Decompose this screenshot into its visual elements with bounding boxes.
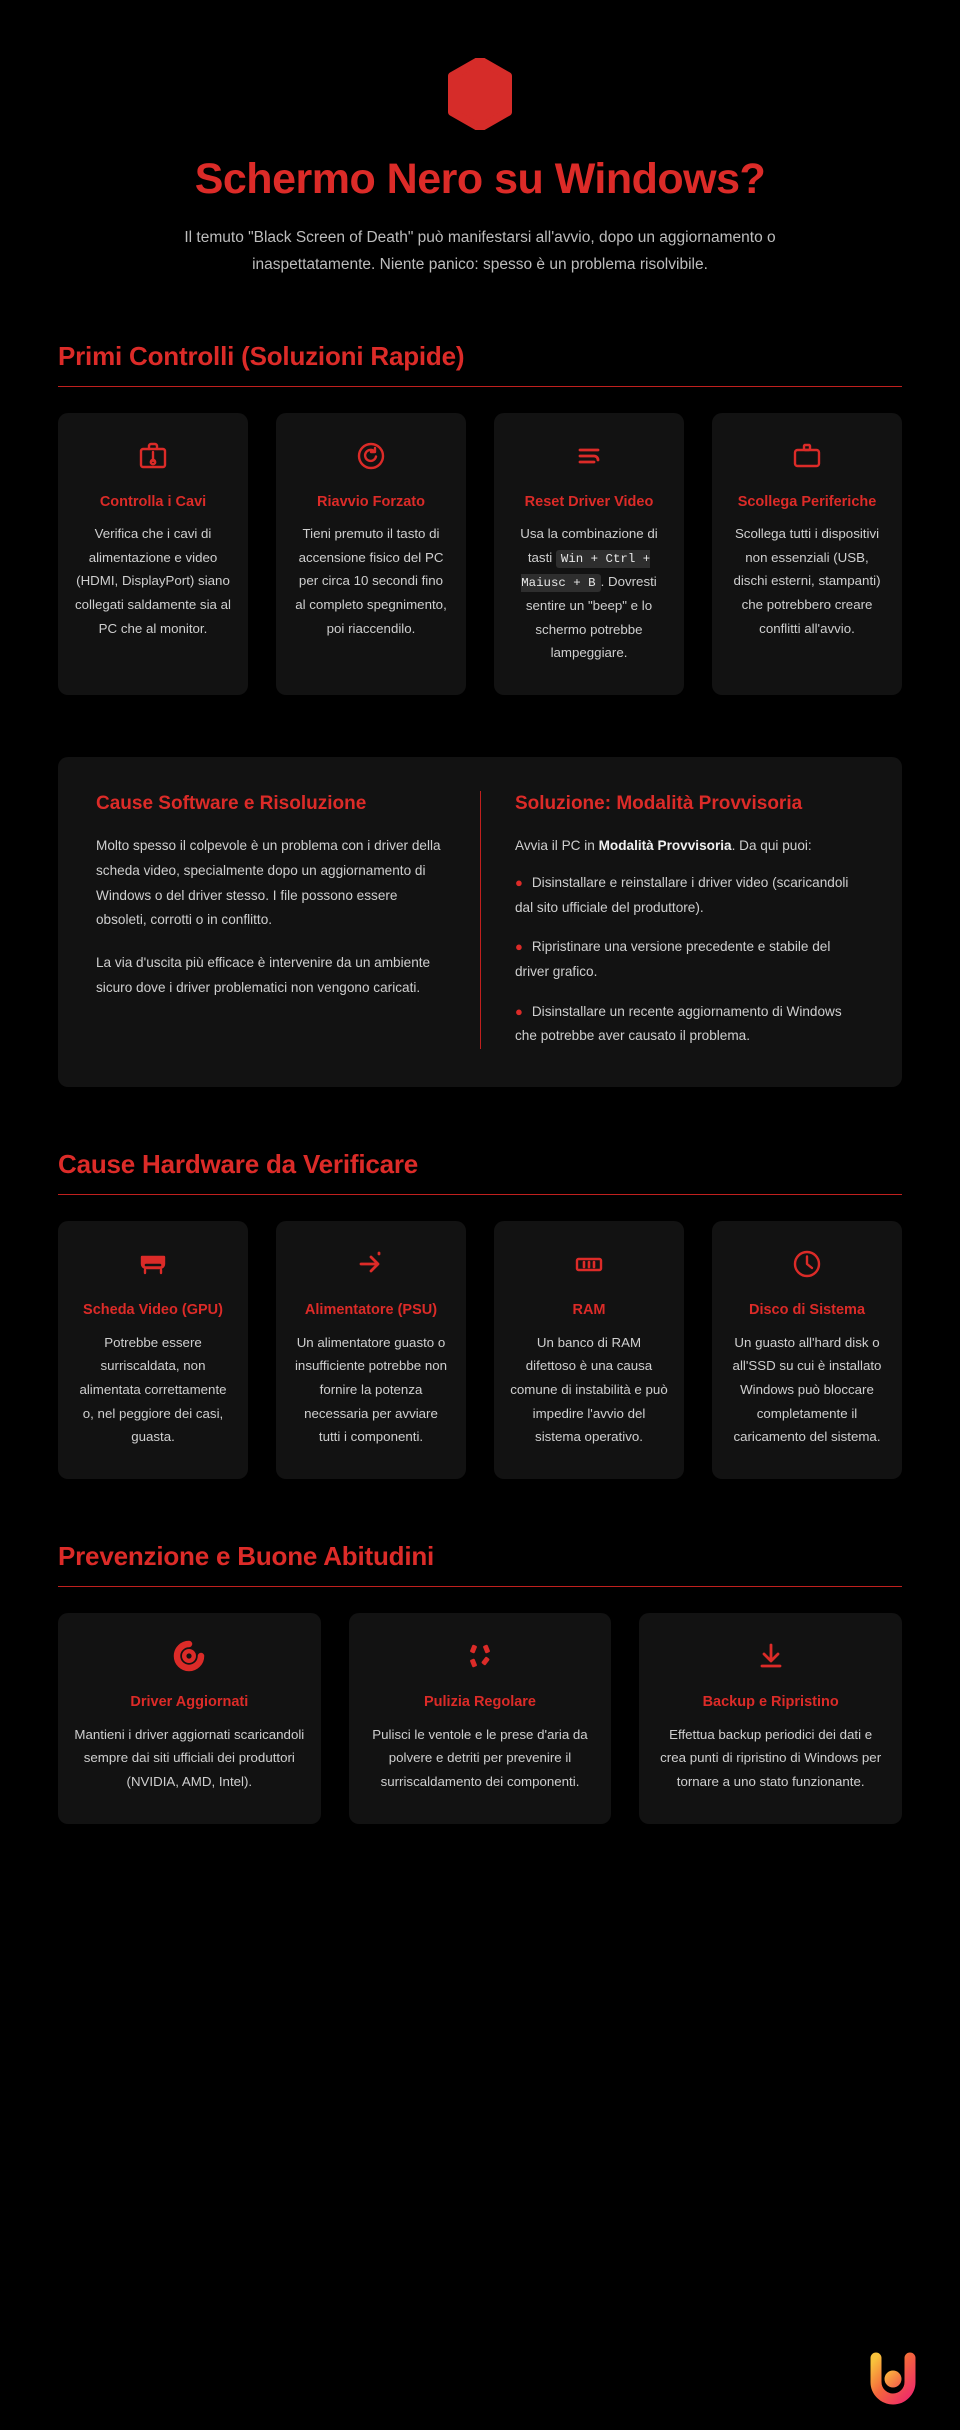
section-prevenzione xyxy=(0,1541,960,1824)
power-supply-arrow-icon xyxy=(354,1247,388,1281)
card-driver-aggiornati[interactable] xyxy=(58,1613,321,1824)
hero-section xyxy=(0,0,960,279)
panel-column-causes xyxy=(96,791,480,1049)
section-divider xyxy=(58,1194,902,1195)
card-body-before: Usa la combinazione di tasti xyxy=(520,526,658,565)
toolbox-wrench-icon xyxy=(136,439,170,473)
panel-solution-intro xyxy=(515,834,864,859)
section-cause-hardware xyxy=(0,1149,960,1479)
section-divider xyxy=(58,1586,902,1587)
card-title: Disco di Sistema xyxy=(748,1302,866,1319)
panel-paragraph-1: Molto spesso il colpevole è un problema con i driver della scheda video, specialmente dopo un aggiornamento di Windows o del driver stesso. I file possono essere obsoleti, corrotti o in conflitto. xyxy=(96,838,441,928)
list-item-label: Disinstallare e reinstallare i driver video (scaricandoli dal sito ufficiale del produttore). xyxy=(515,874,849,915)
card-backup-ripristino[interactable] xyxy=(639,1613,902,1824)
card-title: Scollega Periferiche xyxy=(737,493,877,510)
card-riavvio-forzato[interactable] xyxy=(276,413,466,695)
intro-bold: Modalità Provvisoria xyxy=(598,838,732,854)
graphics-card-icon xyxy=(136,1247,170,1281)
u-gradient-logo-icon xyxy=(860,2346,926,2412)
card-ram[interactable] xyxy=(494,1221,684,1479)
section-heading: Primi Controlli (Soluzioni Rapide) xyxy=(58,340,465,371)
card-scollega-periferiche[interactable] xyxy=(712,413,902,695)
bullet-dot-icon: ● xyxy=(515,1003,523,1019)
page-subtitle: Il temuto "Black Screen of Death" può manifestarsi all'avvio, dopo un aggiornamento o inaspettatamente. Niente panico: spesso è un problema risolvibile. xyxy=(184,229,776,273)
bullet-dot-icon: ● xyxy=(515,939,523,955)
card-pulizia-regolare[interactable] xyxy=(349,1613,612,1824)
section-heading: Cause Hardware da Verificare xyxy=(58,1149,419,1180)
memory-module-icon xyxy=(572,1247,606,1281)
list-item xyxy=(515,871,864,920)
card-controlla-cavi[interactable] xyxy=(58,413,248,695)
hexagon-logo-icon xyxy=(447,58,513,130)
card-body-after: . Dovresti sentire un "beep" e lo schermo potrebbe lampeggiare. xyxy=(525,573,657,661)
section-primi-controlli xyxy=(0,341,960,695)
card-body xyxy=(510,522,668,665)
card-body: Pulisci le ventole e le prese d'aria da polvere e detriti per prevenire il surriscaldamento dei componenti. xyxy=(372,1726,588,1789)
list-item-label: Ripristinare una versione precedente e stabile del driver grafico. xyxy=(515,939,831,979)
section-divider xyxy=(58,386,902,387)
card-body: Potrebbe essere surriscaldata, non alimentata correttamente o, nel peggiore dei casi, guasta. xyxy=(79,1334,227,1445)
card-body: Un banco di RAM difettoso è una causa comune di instabilità e può impedire l'avvio del sistema operativo. xyxy=(510,1334,668,1445)
bullet-dot-icon: ● xyxy=(515,874,523,890)
card-title: Pulizia Regolare xyxy=(423,1694,536,1711)
download-arrow-icon xyxy=(754,1639,788,1673)
intro-after: . Da qui puoi: xyxy=(731,838,812,854)
card-title: Backup e Ripristino xyxy=(702,1694,839,1711)
solution-bullet-list xyxy=(515,871,864,1049)
section-heading: Prevenzione e Buone Abitudini xyxy=(58,1541,435,1572)
card-title: Scheda Video (GPU) xyxy=(83,1302,223,1319)
card-grid-prevention xyxy=(58,1613,902,1824)
keyboard-shortcut: Win + Ctrl + Maiusc + B xyxy=(521,551,651,590)
list-item xyxy=(515,1000,864,1049)
clock-disk-icon xyxy=(790,1247,824,1281)
panel-title-solution: Soluzione: Modalità Provvisoria xyxy=(515,792,803,814)
card-alimentatore[interactable] xyxy=(276,1221,466,1479)
briefcase-peripheral-icon xyxy=(790,439,824,473)
card-body: Effettua backup periodici dei dati e crea punti di ripristino di Windows per tornare a uno stato funzionante. xyxy=(660,1726,882,1789)
card-grid-quick-checks xyxy=(58,413,902,695)
card-grid-hardware xyxy=(58,1221,902,1479)
card-title: Riavvio Forzato xyxy=(317,493,425,510)
panel-title-causes: Cause Software e Risoluzione xyxy=(96,792,367,814)
menu-lines-icon xyxy=(572,439,606,473)
sparkle-clean-icon xyxy=(463,1639,497,1673)
list-item-label: Disinstallare un recente aggiornamento di Windows che potrebbe aver causato il problema. xyxy=(515,1003,842,1044)
card-body: Un guasto all'hard disk o all'SSD su cui è installato Windows può bloccare completamente il caricamento del sistema. xyxy=(732,1334,882,1445)
panel-column-solution xyxy=(480,791,864,1049)
card-title: Controlla i Cavi xyxy=(99,493,207,510)
card-reset-driver-video[interactable] xyxy=(494,413,684,695)
card-body: Scollega tutti i dispositivi non essenziali (USB, dischi esterni, stampanti) che potrebbero creare conflitti all'avvio. xyxy=(733,526,881,636)
card-title: Alimentatore (PSU) xyxy=(304,1302,438,1319)
software-panel xyxy=(58,757,902,1087)
card-title: Reset Driver Video xyxy=(524,493,654,510)
list-item xyxy=(515,935,864,984)
card-body: Tieni premuto il tasto di accensione fisico del PC per circa 10 secondi fino al completo spegnimento, poi riaccendilo. xyxy=(295,526,447,636)
driver-disc-icon xyxy=(172,1639,206,1673)
card-title: Driver Aggiornati xyxy=(130,1694,249,1711)
card-scheda-video[interactable] xyxy=(58,1221,248,1479)
card-body: Mantieni i driver aggiornati scaricandoli sempre dai siti ufficiali dei produttori (NVIDIA, AMD, Intel). xyxy=(74,1726,305,1789)
card-disco-sistema[interactable] xyxy=(712,1221,902,1479)
power-restart-circle-icon xyxy=(354,439,388,473)
panel-paragraph-2: La via d'uscita più efficace è intervenire da un ambiente sicuro dove i driver problematici non vengono caricati. xyxy=(96,954,431,995)
card-body: Verifica che i cavi di alimentazione e video (HDMI, DisplayPort) siano collegati saldamente sia al PC che al monitor. xyxy=(75,526,231,636)
page-title: Schermo Nero su Windows? xyxy=(194,155,766,203)
card-body: Un alimentatore guasto o insufficiente potrebbe non fornire la potenza necessaria per avviare tutti i componenti. xyxy=(294,1334,448,1445)
intro-before: Avvia il PC in xyxy=(515,838,599,854)
card-title: RAM xyxy=(572,1302,606,1319)
